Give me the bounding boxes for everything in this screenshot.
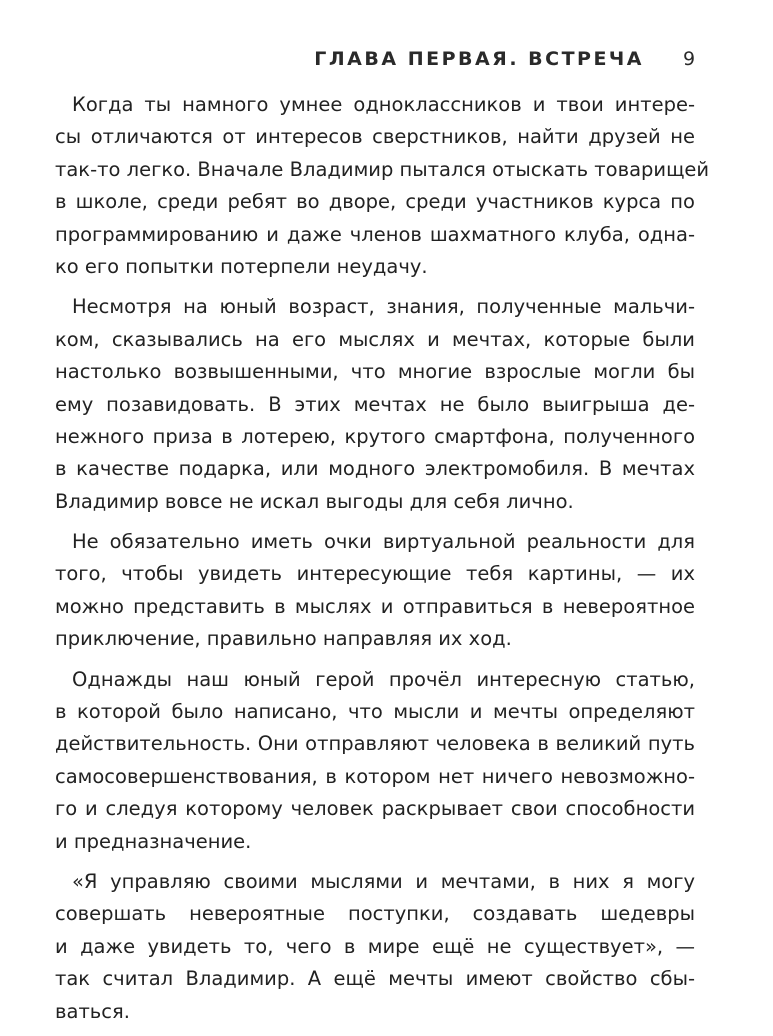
text-line: настолько возвышенными, что многие взрослые могли бы <box>55 360 695 384</box>
running-head <box>0 48 773 78</box>
paragraph <box>55 526 695 656</box>
text-line: ко его попытки потерпели неудачу. <box>55 254 428 278</box>
text-line: самосовершенствования, в котором нет ничего невозможно- <box>55 764 695 788</box>
text-line: ваться. <box>55 999 130 1023</box>
text-line: программированию и даже членов шахматного клуба, одна- <box>55 222 695 246</box>
paragraph <box>55 291 695 518</box>
text-line: и предназначение. <box>55 829 252 853</box>
paragraph <box>55 89 710 283</box>
text-line: совершать невероятные поступки, создавать шедевры <box>55 902 695 926</box>
chapter-title: ГЛАВА ПЕРВАЯ. ВСТРЕЧА <box>314 48 644 70</box>
text-line: так-то легко. Вначале Владимир пытался отыскать товарищей <box>55 157 710 181</box>
text-line: в которой было написано, что мысли и мечты определяют <box>55 700 695 724</box>
page-number: 9 <box>683 48 696 70</box>
text-line: Владимир вовсе не искал выгоды для себя лично. <box>55 489 574 513</box>
text-line: «Я управляю своими мыслями и мечтами, в них я могу <box>72 869 695 893</box>
text-line: Когда ты намного умнее одноклассников и твои интере- <box>72 93 695 116</box>
text-line: ему позавидовать. В этих мечтах не было выигрыша де- <box>55 392 695 416</box>
text-body <box>55 89 710 1036</box>
text-line: Однажды наш юный герой прочёл интересную статью, <box>72 667 695 691</box>
text-line: можно представить в мыслях и отправиться в невероятное <box>55 594 695 618</box>
text-line: в школе, среди ребят во дворе, среди участников курса по <box>55 190 695 214</box>
text-line: ком, сказывались на его мыслях и мечтах, которые были <box>55 327 695 351</box>
text-line: Не обязательно иметь очки виртуальной реальности для <box>72 530 695 554</box>
paragraph <box>55 866 695 1028</box>
text-line: Несмотря на юный возраст, знания, полученные мальчи- <box>72 295 695 319</box>
text-line: того, чтобы увидеть интересующие тебя картины, — их <box>55 562 695 586</box>
text-line: так считал Владимир. А ещё мечты имеют свойство сбы- <box>55 967 695 991</box>
text-line: в качестве подарка, или модного электромобиля. В мечтах <box>55 457 695 481</box>
text-line: действительность. Они отправляют человека в великий путь <box>55 732 695 756</box>
text-line: приключение, правильно направляя их ход. <box>55 627 512 651</box>
text-line: нежного приза в лотерею, крутого смартфона, полученного <box>55 424 695 448</box>
text-line: го и следуя которому человек раскрывает свои способности <box>55 797 695 821</box>
text-line: сы отличаются от интересов сверстников, найти друзей не <box>55 125 695 149</box>
text-line: и даже увидеть то, чего в мире ещё не существует», — <box>55 934 695 958</box>
paragraph <box>55 664 695 858</box>
